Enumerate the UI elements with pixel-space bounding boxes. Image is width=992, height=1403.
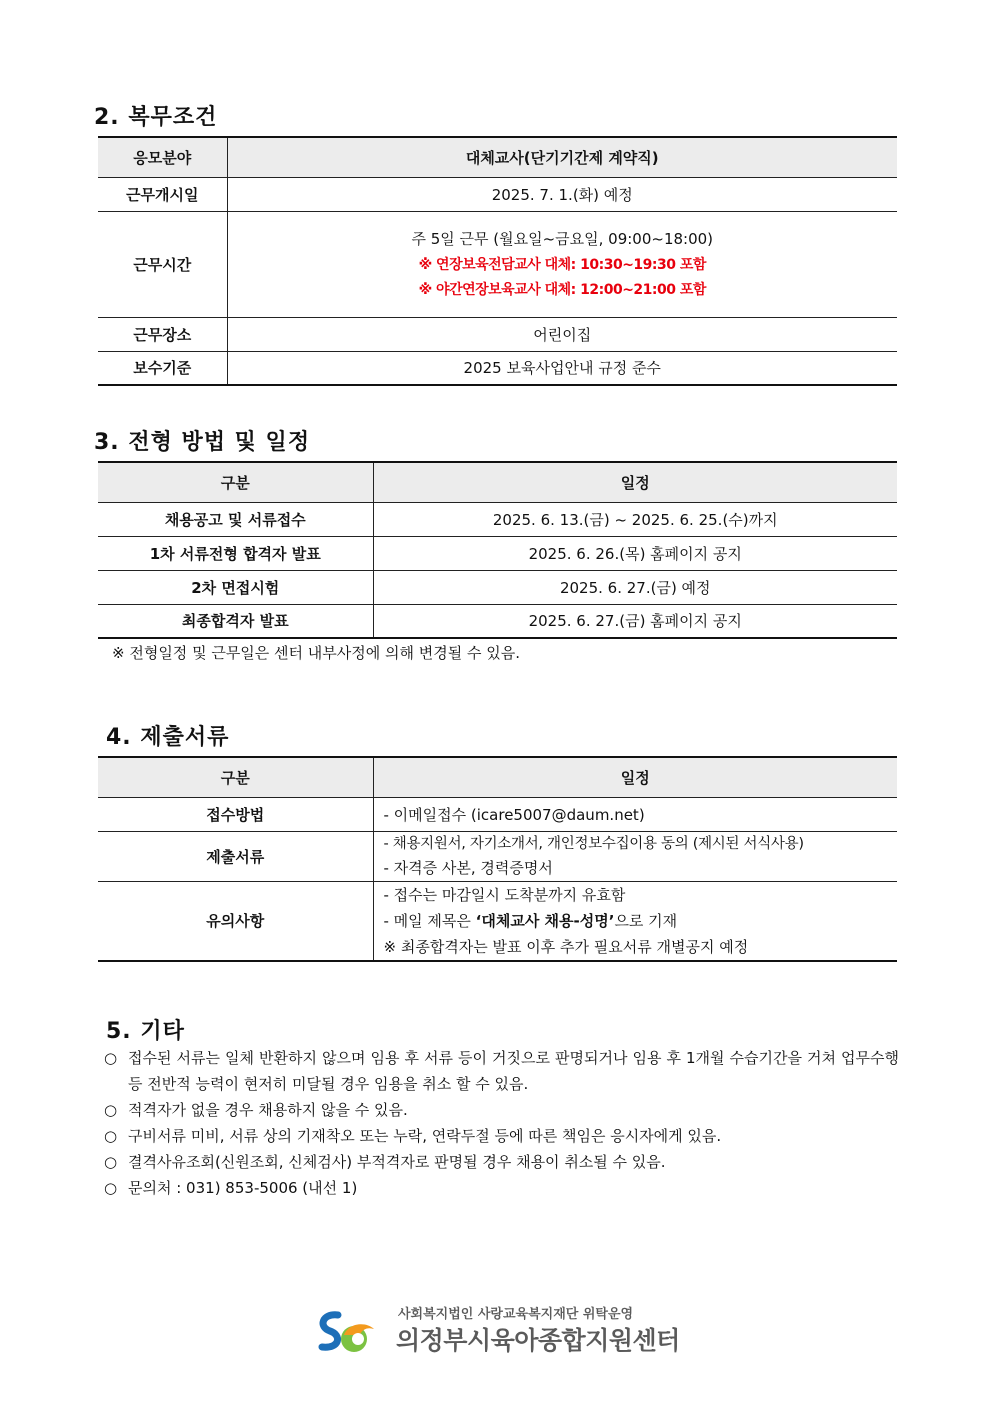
- column-header: 구분: [98, 462, 373, 502]
- row-value: - 이메일접수 (icare5007@daum.net): [373, 797, 897, 831]
- table-row: [98, 797, 897, 831]
- table-row: [98, 351, 897, 385]
- work-hours-note-1: ※ 연장보육전담교사 대체: 10:30~19:30 포함: [418, 257, 706, 273]
- list-item-text: 문의처 : 031) 853-5006 (내선 1): [128, 1179, 358, 1197]
- schedule-table: [98, 461, 897, 639]
- circle-bullet-icon: ○: [104, 1049, 118, 1067]
- table-row: [98, 137, 897, 177]
- row-label: 보수기준: [98, 351, 227, 385]
- doc-line: - 채용지원서, 자기소개서, 개인정보수집이용 동의 (제시된 서식사용): [383, 836, 804, 852]
- row-value: 2025 보육사업안내 규정 준수: [227, 351, 897, 385]
- column-header: 구분: [98, 757, 373, 797]
- logo-subtitle: 사회복지법인 사랑교육복지재단 위탁운영: [398, 1307, 634, 1322]
- documents-table: [98, 756, 897, 962]
- section-2-title: 2. 복무조건: [94, 105, 218, 130]
- work-hours-note-2: ※ 야간연장보육교사 대체: 12:00~21:00 포함: [418, 282, 706, 298]
- row-value: 2025. 7. 1.(화) 예정: [227, 177, 897, 211]
- list-item: [104, 1149, 899, 1175]
- column-header: 일정: [373, 462, 897, 502]
- work-hours-cell: [227, 211, 897, 317]
- circle-bullet-icon: ○: [104, 1101, 118, 1119]
- caution-line: - 접수는 마감일시 도착분까지 유효함: [383, 885, 626, 904]
- work-conditions-table: [98, 136, 897, 386]
- table-row: [98, 881, 897, 961]
- list-item-text: 구비서류 미비, 서류 상의 기재착오 또는 누락, 연락두절 등에 따른 책임은 응시자에게 있음.: [128, 1127, 722, 1145]
- list-item: [104, 1175, 899, 1201]
- row-value: [373, 831, 897, 881]
- schedule-note: ※ 전형일정 및 근무일은 센터 내부사정에 의해 변경될 수 있음.: [112, 644, 521, 662]
- circle-bullet-icon: ○: [104, 1127, 118, 1145]
- etc-list: [104, 1045, 899, 1201]
- row-label: 채용공고 및 서류접수: [98, 502, 373, 536]
- row-label: 최종합격자 발표: [98, 604, 373, 638]
- row-value: [373, 881, 897, 961]
- column-header: 일정: [373, 757, 897, 797]
- list-item-text: 결격사유조회(신원조회, 신체검사) 부적격자로 판명될 경우 채용이 취소될 수 있음.: [128, 1153, 666, 1171]
- table-row: [98, 570, 897, 604]
- section-4-title: 4. 제출서류: [106, 725, 230, 750]
- table-row: [98, 604, 897, 638]
- row-label: 응모분야: [98, 137, 227, 177]
- table-row: [98, 211, 897, 317]
- caution-text: - 메일 제목은: [383, 911, 476, 930]
- list-item: [104, 1123, 899, 1149]
- table-row: [98, 317, 897, 351]
- list-item-text: 접수된 서류는 일체 반환하지 않으며 임용 후 서류 등이 거짓으로 판명되거나 임용 후 1개월 수습기간을 거쳐 업무수행 등 전반적 능력이 현저히 미달될 경우 임용을 취소 할 수 있음.: [128, 1049, 899, 1093]
- table-row: [98, 831, 897, 881]
- list-item: [104, 1097, 899, 1123]
- caution-mail-subject: ‘대체교사 채용-성명’: [475, 911, 615, 930]
- row-value: 2025. 6. 13.(금) ~ 2025. 6. 25.(수)까지: [373, 502, 897, 536]
- table-row: [98, 177, 897, 211]
- row-label: 2차 면접시험: [98, 570, 373, 604]
- row-value: 어린이집: [227, 317, 897, 351]
- table-row: [98, 536, 897, 570]
- table-row: [98, 502, 897, 536]
- section-3-title: 3. 전형 방법 및 일정: [94, 430, 311, 455]
- row-label: 1차 서류전형 합격자 발표: [98, 536, 373, 570]
- caution-text: 으로 기재: [614, 911, 678, 930]
- row-label: 제출서류: [98, 831, 373, 881]
- circle-bullet-icon: ○: [104, 1179, 118, 1197]
- list-item-text: 적격자가 없을 경우 채용하지 않을 수 있음.: [128, 1101, 408, 1119]
- work-hours-main: 주 5일 근무 (월요일~금요일, 09:00~18:00): [411, 230, 714, 248]
- row-label: 근무개시일: [98, 177, 227, 211]
- table-header-row: [98, 757, 897, 797]
- center-logo-icon: [314, 1305, 378, 1361]
- row-value: 2025. 6. 26.(목) 홈페이지 공지: [373, 536, 897, 570]
- logo-name: 의정부시육아종합지원센터: [396, 1326, 680, 1355]
- circle-bullet-icon: ○: [104, 1153, 118, 1171]
- row-label: 접수방법: [98, 797, 373, 831]
- row-value: 대체교사(단기기간제 계약직): [227, 137, 897, 177]
- row-value: 2025. 6. 27.(금) 예정: [373, 570, 897, 604]
- row-value: 2025. 6. 27.(금) 홈페이지 공지: [373, 604, 897, 638]
- caution-line: [384, 908, 892, 934]
- doc-line: - 자격증 사본, 경력증명서: [383, 859, 553, 877]
- row-label: 근무장소: [98, 317, 227, 351]
- row-label: 근무시간: [98, 211, 227, 317]
- caution-line: ※ 최종합격자는 발표 이후 추가 필요서류 개별공지 예정: [383, 937, 749, 956]
- list-item: [104, 1045, 899, 1097]
- table-header-row: [98, 462, 897, 502]
- center-logo: [314, 1303, 694, 1361]
- row-label: 유의사항: [98, 881, 373, 961]
- section-5-title: 5. 기타: [106, 1019, 185, 1044]
